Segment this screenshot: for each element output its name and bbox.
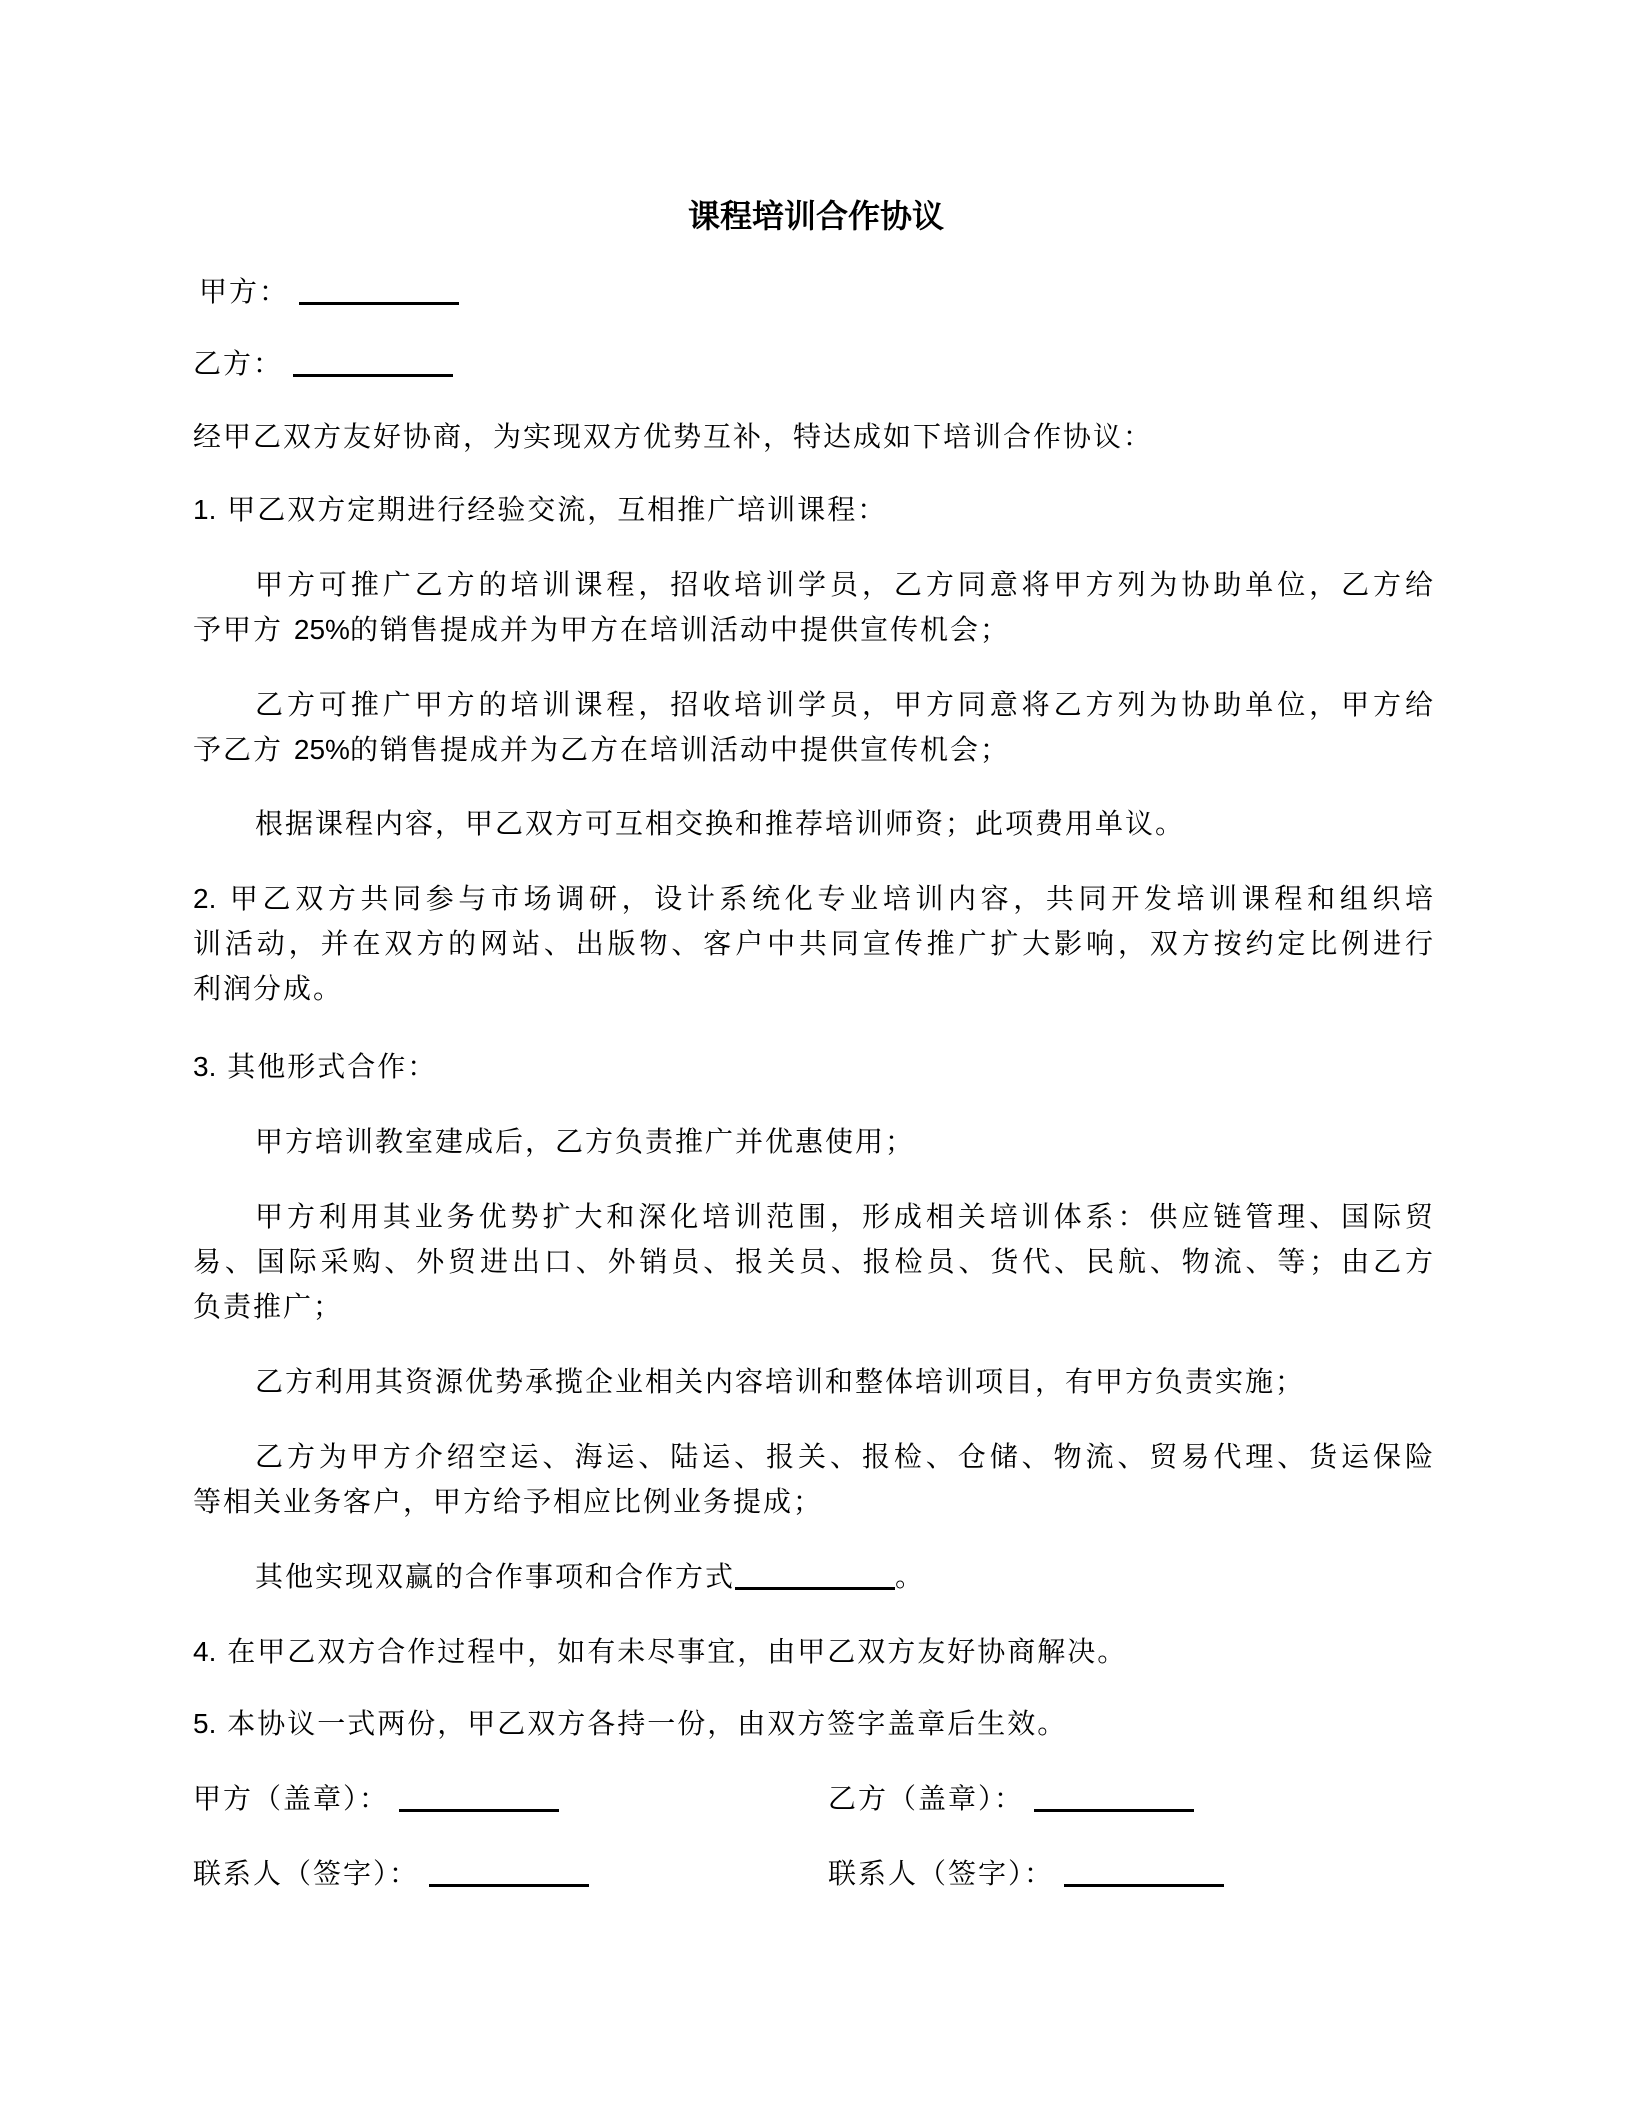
clause-1-item-2-percent: 25%: [293, 734, 350, 765]
party-b-contact-label: 联系人（签字）：: [828, 1857, 1055, 1890]
clause-1-item-2-prefix: 予乙方: [193, 733, 294, 766]
party-a-label: 甲方：: [199, 275, 290, 308]
clause-2-line-1: [193, 879, 1435, 919]
clause-5-text: 本协议一式两份，甲乙双方各持一份，由双方签字盖章后生效。: [227, 1707, 1068, 1740]
party-b-seal-blank[interactable]: [1034, 1809, 1194, 1812]
clause-1-heading: [193, 490, 887, 530]
clause-3-item-1: 甲方培训教室建成后，乙方负责推广并优惠使用；: [255, 1125, 916, 1158]
clause-3-item-5: [255, 1557, 925, 1597]
document-title: 课程培训合作协议: [687, 197, 944, 235]
party-b-seal-field: [828, 1779, 1194, 1819]
clause-3-heading: [193, 1047, 437, 1087]
clause-3-text: 其他形式合作：: [227, 1050, 438, 1083]
party-a-seal-field: [193, 1779, 559, 1819]
clause-1-item-3: 根据课程内容，甲乙双方可互相交换和推荐培训师资；此项费用单议。: [255, 807, 1186, 840]
party-b-contact-blank[interactable]: [1064, 1884, 1224, 1887]
clause-4-text: 在甲乙双方合作过程中，如有未尽事宜，由甲乙双方友好协商解决。: [227, 1635, 1128, 1668]
clause-3-item-2-line-1: 甲方利用其业务优势扩大和深化培训范围，形成相关培训体系：供应链管理、国际贸: [255, 1200, 1435, 1233]
party-a-contact-blank[interactable]: [429, 1884, 589, 1887]
clause-1-text: 甲乙双方定期进行经验交流，互相推广培训课程：: [227, 493, 888, 526]
clause-3-item-5-period: 。: [895, 1560, 926, 1593]
clause-4-number: 4.: [193, 1636, 217, 1667]
clause-1-item-2-line-1: 乙方可推广甲方的培训课程，招收培训学员，甲方同意将乙方列为协助单位，甲方给: [255, 688, 1435, 721]
party-b-blank[interactable]: [293, 374, 453, 377]
clause-1-item-1-suffix: 的销售提成并为甲方在培训活动中提供宣传机会；: [349, 613, 1010, 646]
clause-1-item-2-suffix: 的销售提成并为乙方在培训活动中提供宣传机会；: [349, 733, 1010, 766]
clause-5-number: 5.: [193, 1708, 217, 1739]
clause-3-item-4-line-1: 乙方为甲方介绍空运、海运、陆运、报关、报检、仓储、物流、贸易代理、货运保险: [255, 1440, 1435, 1473]
clause-2-number: 2.: [193, 883, 217, 914]
party-b-contact-field: [828, 1854, 1224, 1894]
clause-2-text-1: 甲乙双方共同参与市场调研，设计系统化专业培训内容，共同开发培训课程和组织培: [229, 882, 1435, 915]
clause-4: [193, 1632, 1127, 1672]
other-cooperation-blank[interactable]: [735, 1587, 895, 1590]
clause-3-item-2-line-3: 负责推广；: [193, 1290, 344, 1323]
party-a-seal-label: 甲方（盖章）：: [193, 1782, 390, 1815]
clause-1-number: 1.: [193, 494, 217, 525]
party-a-seal-blank[interactable]: [399, 1809, 559, 1812]
party-b-seal-label: 乙方（盖章）：: [828, 1782, 1025, 1815]
clause-3-number: 3.: [193, 1051, 217, 1082]
party-b-label: 乙方：: [193, 347, 284, 380]
clause-3-item-2-line-2: 易、国际采购、外贸进出口、外销员、报关员、报检员、货代、民航、物流、等；由乙方: [193, 1245, 1435, 1278]
clause-3-item-4-line-2: 等相关业务客户，甲方给予相应比例业务提成；: [193, 1485, 824, 1518]
party-a-contact-label: 联系人（签字）：: [193, 1857, 420, 1890]
clause-2-line-2: 训活动，并在双方的网站、出版物、客户中共同宣传推广扩大影响，双方按约定比例进行: [193, 927, 1435, 960]
clause-1-item-2-line-2: [193, 730, 1010, 770]
clause-1-item-1-percent: 25%: [293, 614, 350, 645]
clause-1-item-1-prefix: 予甲方: [193, 613, 294, 646]
intro-paragraph: 经甲乙双方友好协商，为实现双方优势互补，特达成如下培训合作协议：: [193, 420, 1154, 453]
party-a-contact-field: [193, 1854, 589, 1894]
clause-2-line-3: 利润分成。: [193, 972, 344, 1005]
clause-1-item-1-line-1: 甲方可推广乙方的培训课程，招收培训学员，乙方同意将甲方列为协助单位，乙方给: [255, 568, 1435, 601]
clause-3-item-5-text: 其他实现双赢的合作事项和合作方式: [255, 1560, 736, 1593]
clause-3-item-3: 乙方利用其资源优势承揽企业相关内容培训和整体培训项目，有甲方负责实施；: [255, 1365, 1306, 1398]
clause-5: [193, 1704, 1067, 1744]
party-a-line: [199, 272, 459, 312]
clause-1-item-1-line-2: [193, 610, 1010, 650]
party-a-blank[interactable]: [299, 302, 459, 305]
party-b-line: [193, 344, 453, 384]
